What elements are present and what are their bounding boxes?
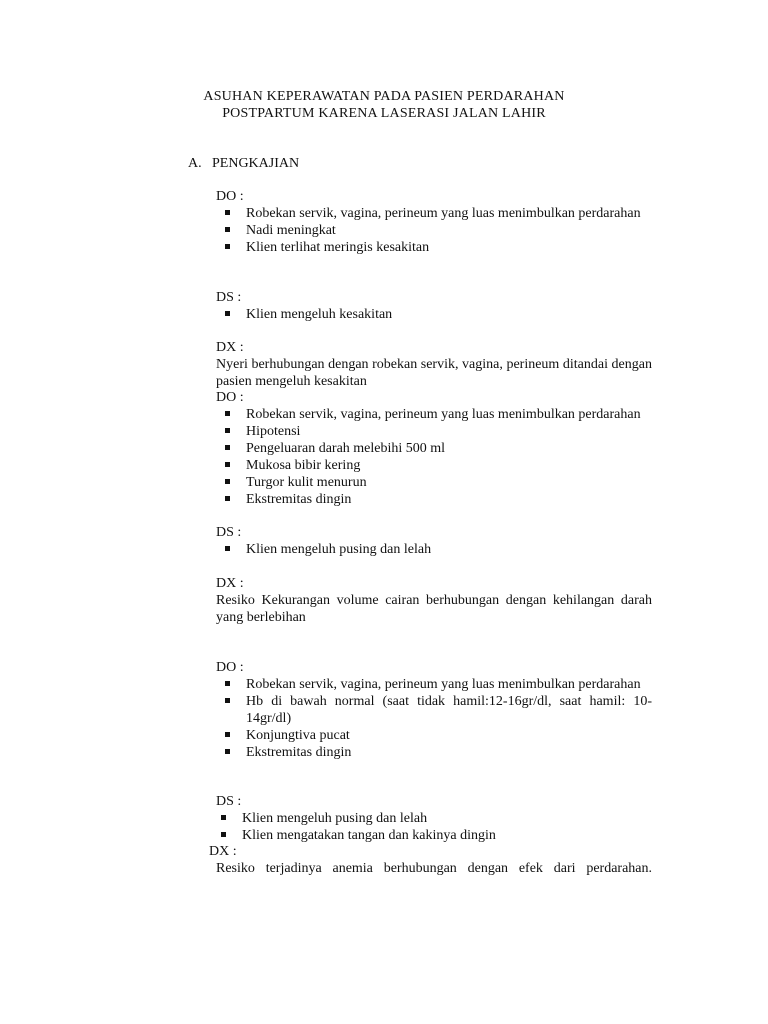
list-item: Klien mengatakan tangan dan kakinya dingin [212, 827, 652, 844]
do-list [216, 406, 652, 508]
group1-ds [216, 289, 652, 323]
do-label: DO : [216, 189, 244, 204]
group2-ds [216, 524, 652, 558]
section-label: PENGKAJIAN [212, 156, 300, 171]
do-label: DO : [216, 390, 244, 405]
list-item: Ekstremitas dingin [216, 744, 652, 761]
dx-text: Resiko Kekurangan volume cairan berhubungan dengan kehilangan darah yang berlebihan [216, 593, 652, 625]
group1-dx [216, 339, 652, 390]
list-item: Nadi meningkat [216, 222, 652, 239]
group1-do [216, 188, 652, 256]
list-item: Klien mengeluh pusing dan lelah [212, 810, 652, 827]
list-item: Klien mengeluh pusing dan lelah [216, 541, 652, 558]
list-item: Turgor kulit menurun [216, 474, 652, 491]
dx-text: Nyeri berhubungan dengan robekan servik, vagina, perineum ditandai dengan pasien mengeluh kesakitan [216, 357, 652, 389]
do-list [216, 205, 652, 256]
ds-list [212, 810, 652, 844]
do-label: DO : [216, 660, 244, 675]
title-line-2: POSTPARTUM KARENA LASERASI JALAN LAHIR [222, 106, 546, 121]
group3-dx [209, 843, 652, 877]
list-item: Robekan servik, vagina, perineum yang luas menimbulkan perdarahan [216, 406, 652, 423]
title-line-1: ASUHAN KEPERAWATAN PADA PASIEN PERDARAHAN [203, 89, 565, 104]
dx-text: Resiko terjadinya anemia berhubungan dengan efek dari perdarahan. [216, 861, 652, 876]
ds-list [216, 541, 652, 558]
list-item: Robekan servik, vagina, perineum yang luas menimbulkan perdarahan [216, 205, 652, 222]
dx-label: DX : [209, 844, 237, 859]
list-item: Hb di bawah normal (saat tidak hamil:12-16gr/dl, saat hamil: 10-14gr/dl) [216, 693, 652, 727]
document-title [150, 88, 618, 122]
list-item: Klien terlihat meringis kesakitan [216, 239, 652, 256]
ds-list [216, 306, 652, 323]
list-item: Pengeluaran darah melebihi 500 ml [216, 440, 652, 457]
dx-label: DX : [216, 340, 244, 355]
ds-label: DS : [216, 290, 242, 305]
ds-label: DS : [216, 794, 242, 809]
ds-label: DS : [216, 525, 242, 540]
group2-do [216, 389, 652, 508]
list-item: Mukosa bibir kering [216, 457, 652, 474]
list-item: Ekstremitas dingin [216, 491, 652, 508]
do-list [216, 676, 652, 761]
list-item: Hipotensi [216, 423, 652, 440]
group3-ds [216, 793, 652, 844]
group3-do [216, 659, 652, 761]
section-number: A. [188, 156, 202, 171]
list-item: Robekan servik, vagina, perineum yang luas menimbulkan perdarahan [216, 676, 652, 693]
section-heading [188, 155, 299, 172]
list-item: Klien mengeluh kesakitan [216, 306, 652, 323]
list-item: Konjungtiva pucat [216, 727, 652, 744]
group2-dx [216, 575, 652, 626]
dx-label: DX : [216, 576, 244, 591]
